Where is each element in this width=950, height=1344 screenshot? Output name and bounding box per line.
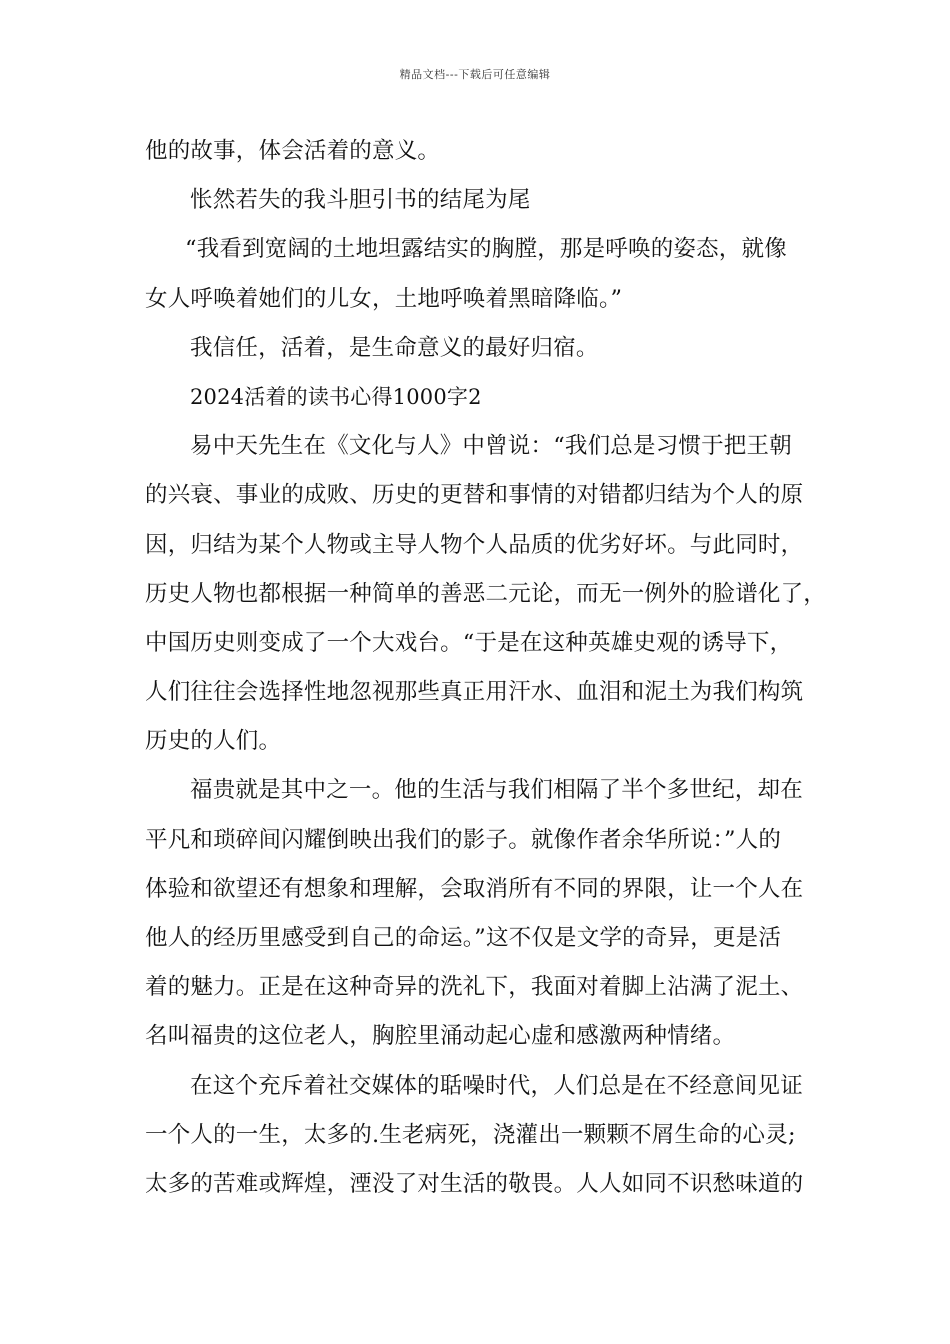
text-line: 易中天先生在《文化与人》中曾说：“我们总是习惯于把王朝: [190, 433, 792, 460]
text-line: 着的魅力。正是在这种奇异的洗礼下，我面对着脚上沾满了泥土、: [145, 974, 804, 1001]
text-line: 我信任，活着，是生命意义的最好归宿。: [190, 334, 599, 361]
document-body: [145, 133, 825, 1215]
text-line: 历史的人们。: [145, 728, 282, 755]
text-line: 他人的经历里感受到自己的命运。”这不仅是文学的奇异，更是活: [145, 925, 782, 951]
text-line: 历史人物也都根据一种简单的善恶二元论，而无一例外的脸谱化了，: [145, 580, 827, 607]
text-line: 在这个充斥着社交媒体的聒噪时代，人们总是在不经意间见证: [190, 1072, 803, 1099]
quote-line: 女人呼唤着她们的儿女，土地呼唤着黑暗降临。”: [145, 285, 623, 312]
text-line: 他的故事，体会活着的意义。: [145, 138, 441, 164]
text-line: 名叫福贵的这位老人，胸腔里涌动起心虚和感激两种情绪。: [145, 1023, 736, 1050]
quote-line: “我看到宽阔的土地坦露结实的胸膛，那是呼唤的姿态，就像: [185, 236, 787, 263]
text-line: 平凡和琐碎间闪耀倒映出我们的影子。就像作者余华所说：”人的: [145, 826, 782, 853]
section-title: 2024活着的读书心得1000字2: [190, 384, 482, 409]
text-line: 体验和欲望还有想象和理解，会取消所有不同的界限，让一个人在: [145, 875, 804, 902]
text-line: 的兴衰、事业的成败、历史的更替和事情的对错都归结为个人的原: [145, 482, 804, 509]
text-line: 太多的苦难或辉煌，湮没了对生活的敬畏。人人如同不识愁味道的: [145, 1170, 804, 1197]
text-line: 因，归结为某个人物或主导人物个人品质的优劣好坏。与此同时，: [145, 531, 804, 558]
text-line: 人们往往会选择性地忽视那些真正用汗水、血泪和泥土为我们构筑: [145, 679, 804, 706]
text-line: 福贵就是其中之一。他的生活与我们相隔了半个多世纪，却在: [190, 777, 803, 804]
text-line: 中国历史则变成了一个大戏台。“于是在这种英雄史观的诱导下，: [145, 629, 793, 656]
text-line: 一个人的一生，太多的.生老病死，浇灌出一颗颗不屑生命的心灵;: [145, 1121, 796, 1148]
text-line: 怅然若失的我斗胆引书的结尾为尾: [190, 187, 531, 214]
page-header: 精品文档---下载后可任意编辑: [399, 68, 551, 81]
